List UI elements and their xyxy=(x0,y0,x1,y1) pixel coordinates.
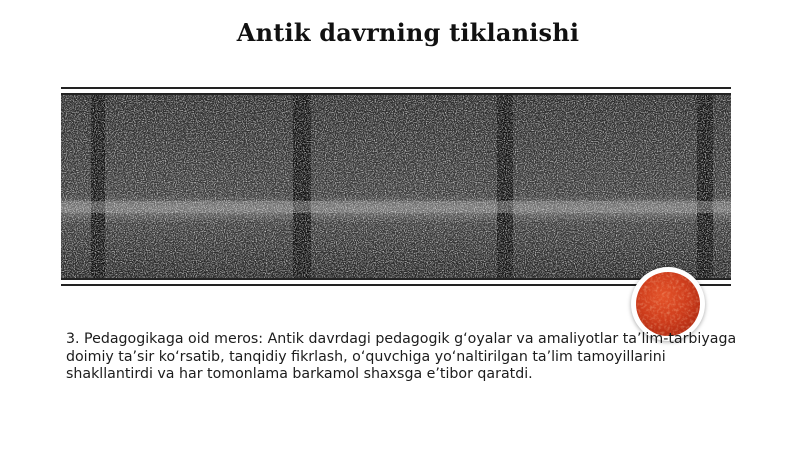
slide-title: Antik davrning tiklanishi xyxy=(236,18,580,47)
body-paragraph: 3. Pedagogikaga oid meros: Antik davrdagi pedagogik g‘oyalar va amaliyotlar ta’lim-tarbiyaga doimiy ta’sir ko‘rsatib, tanqidiy fikrlash, o‘quvchiga yo‘naltirilgan ta’lim tamoyillarini shakllantirdi va har tomonlama barkamol shaxsga e’tibor qaratdi. xyxy=(66,331,737,382)
decorative-red-circle xyxy=(631,267,705,341)
decorative-banner-image xyxy=(61,87,731,286)
